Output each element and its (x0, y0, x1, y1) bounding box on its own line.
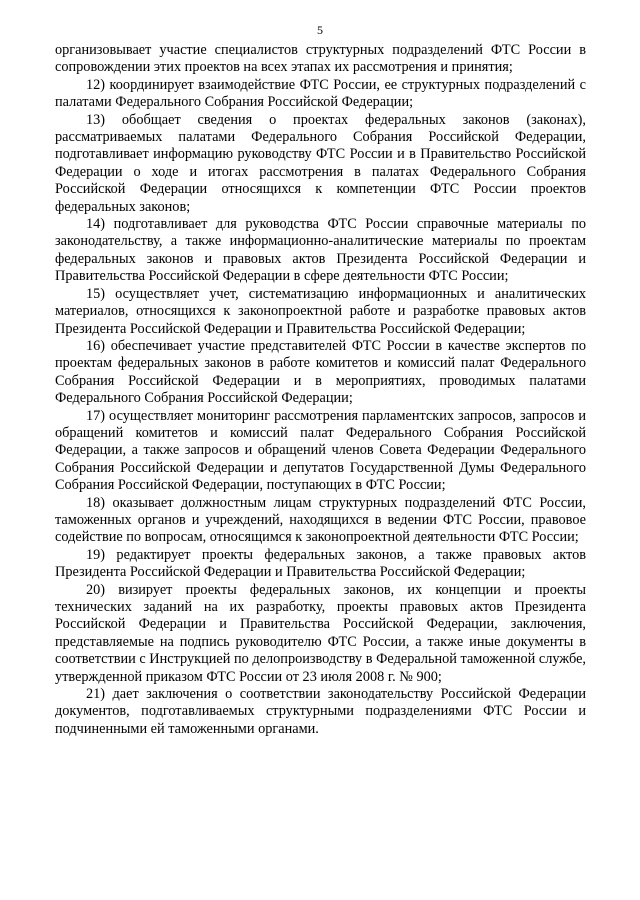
paragraph-continuation: организовывает участие специалистов структурных подразделений ФТС России в сопровождении этих проектов на всех этапах их рассмотрения и принятия; (55, 42, 586, 76)
paragraph-item-21: 21) дает заключения о соответствии законодательству Российской Федерации документов, подготавливаемых структурными подразделениями ФТС России и подчиненными ей таможенными органами. (55, 686, 586, 737)
paragraph-item-14: 14) подготавливает для руководства ФТС России справочные материалы по законодательству, а также информационно-аналитические материалы по проектам федеральных законов и правовых актов Президента Российской Федерации и Правительства Российской Федерации в сфере деятельности ФТС России; (55, 216, 586, 285)
paragraph-item-12: 12) координирует взаимодействие ФТС России, ее структурных подразделений с палатами Федерального Собрания Российской Федерации; (55, 76, 586, 111)
paragraph-item-15: 15) осуществляет учет, систематизацию информационных и аналитических материалов, относящихся к законопроектной работе и разработке правовых актов Президента Российской Федерации и Правительства Российской Федерации; (55, 285, 586, 337)
page-number: 5 (317, 23, 323, 37)
paragraph-item-13: 13) обобщает сведения о проектах федеральных законов (законах), рассматриваемых палатами Федерального Собрания Российской Федерации, подготавливает информацию руководству ФТС России и в Правительство Российской Федерации о ходе и итогах рассмотрения в палатах Федерального Собрания Российской Федерации относящихся к компетенции ФТС России проектов федеральных законов; (55, 111, 586, 215)
paragraph-item-19: 19) редактирует проекты федеральных законов, а также правовых актов Президента Российской Федерации и Правительства Российской Федерации; (55, 546, 586, 581)
paragraph-item-18: 18) оказывает должностным лицам структурных подразделений ФТС России, таможенных органов и учреждений, находящихся в ведении ФТС России, правовое содействие по вопросам, относящимся к законопроектной деятельности ФТС России; (55, 494, 586, 546)
paragraph-item-16: 16) обеспечивает участие представителей ФТС России в качестве экспертов по проектам федеральных законов в работе комитетов и комиссий палат Федерального Собрания Российской Федерации и в мероприятиях, проводимых палатами Федерального Собрания Российской Федерации; (55, 337, 586, 407)
paragraph-item-17: 17) осуществляет мониторинг рассмотрения парламентских запросов, запросов и обращений комитетов и комиссий палат Федерального Собрания Российской Федерации, а также запросов и обращений членов Совета Федерации Федерального Собрания Российской Федерации и депутатов Государственной Думы Федерального Собрания Российской Федерации, поступающих в ФТС России; (55, 407, 586, 494)
document-body (55, 42, 586, 738)
paragraph-item-20: 20) визирует проекты федеральных законов, их концепции и проекты технических заданий на их разработку, проекты правовых актов Президента Российской Федерации и Правительства Российской Федерации, заключения, представляемые на подпись руководителю ФТС России, а также иные документы в соответствии с Инструкцией по делопроизводству в Федеральной таможенной службе, утвержденной приказом ФТС России от 23 июля 2008 г. № 900; (55, 581, 586, 685)
